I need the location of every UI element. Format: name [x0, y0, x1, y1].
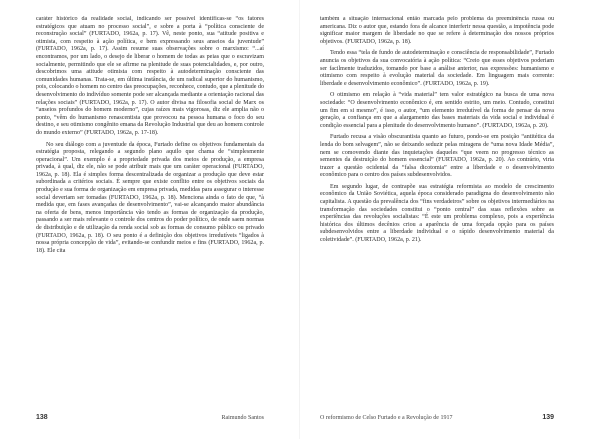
- right-running-head: O reformismo de Celso Furtado e a Revolução de 1917: [320, 415, 453, 421]
- right-paragraph-4: Furtado recusa a visão obscurantista quanto ao futuro, pondo-se em posição “antitética da lenda do bom selvagem”, não se deixando seduzir pelas miragens de “uma nova Idade Média”, nem se comovendo diante das inquietações daqueles “que veem no progresso técnico as sementes da destruição do homem essencial” (FURTADO, 1962a, p. 20). Ao contrário, viria trazer a questão ocidental da “falsa dicotomia” entre a liberdade e o desenvolvimento econômico para o centro dos países subdesenvolvidos.: [320, 134, 554, 179]
- left-paragraph-1: caráter histórico da realidade social, indicando ser possível identificas-se “os fatores estratégicos que atuam no processo social”, e sobre a porta à “política consciente de reconstrução social” (FURTADO, 1962a, p. 17). Vê, neste ponto, sua “atitude positiva e otimista, com respeito à ação política, e bem expressando seus anseios da juventude” (FURTADO, 1962a, p. 17). Assim resume suas observações sobre o marxismo: “...aí encontramos, por um lado, o desejo de liberar o homem de todas as peias que o escravizam socialmente, permitindo que ele se afirme na plenitude de suas potencialidades, e, por outro, descobrimos uma atitude otimista com respeito à autodeterminação consciente das comunidades humanas. Trata-se, em última instância, de um radical superior do humanismo, pois, colocando o homem no centro das preocupações, reconhece, contudo, que a plenitude do desenvolvimento do indivíduo somente pode ser alcançada mediante a orientação racional das relações sociais” (FURTADO, 1962a, p. 17). O autor divisa na filosofia social de Marx os “anseios profundos do homem moderno”, cujas raízes mais vigorosas, diz ele amplia não o ponto, “vêm do humanismo renascentista que provocou na pessoa humana o foco do seu destino, e seu otimismo congênito emana da Revolução Industrial que deu ao homem controle do mundo externo” (FURTADO, 1962a, p. 17-18).: [36, 16, 264, 136]
- right-page-footer: [320, 413, 554, 423]
- right-page-text-column: [320, 16, 554, 408]
- right-page-number: 139: [542, 414, 554, 421]
- right-paragraph-2: Tendo essa “tela de fundo de autodeterminação e consciência de responsabilidade”, Furtado anuncia os objetivos da sua convocatória à ação política: “Creio que esses objetivos poderiam ser facilmente traduzidos, tomando por base a análise anterior, nas expressões: humanismo e otimismo com respeito à evolução material da sociedade. Em linguagem mais corrente: liberdade e desenvolvimento econômico”. (FURTADO, 1962a, p. 19).: [320, 50, 554, 87]
- right-paragraph-3: O otimismo em relação à “vida material” tem valor estratégico na busca de uma nova sociedade: “O desenvolvimento econômico é, em sentido estrito, um meio. Contudo, constitui um fim em si mesmo”, é isso, o autor, “um elemento irredutível da forma de pensar da nova geração, a confiança em que a alargamento das bases materiais da vida social e individual é condição essencial para a plenitude do desenvolvimento humano”. (FURTADO, 1962a, p. 20).: [320, 92, 554, 129]
- left-paragraph-2: No seu diálogo com a juventude da época, Furtado define os objetivos fundamentais da estratégia proposta, relegando a segundo plano aquilo que chama de “simplesmente operacional”. Um exemplo é a propriedade privada dos meios de produção, a empresa privada, à qual, diz ele, não se pode atribuir mais que um caráter operacional (FURTADO, 1962a, p. 18). Ela é simples forma descentralizada de organizar a produção que deve estar subordinada a critérios sociais. É sempre que existe conflito entre os objetivos sociais da produção e sua forma de organização em empresa privada, medidas para assegurar o interesse social deveriam ser tomadas (FURTADO, 1962a, p. 18). Menciona ainda o fato de que, “à medida que, em fases avançadas de desenvolvimento”, vai-se alcançando maior abundância na oferta de bens, menos importância vão tendo as formas de organização da produção, passando a ser mais relevante o controle dos centros do poder político, de onde saem normas de distribuição e de utilização da renda social sob as formas de consumo público ou privado (FURTADO, 1962a, p. 18). O seu ponto é a definição dos objetivos irredutíveis “ligados à nossa própria concepção de vida”, evitando-se confundir meios e fins (FURTADO, 1962a, p. 18). Ele cita: [36, 141, 264, 254]
- left-running-head: Raimundo Santos: [221, 415, 264, 421]
- right-paragraph-5: Em segundo lugar, de contrapõe sua estratégia reformista ao modelo de crescimento econômico da União Soviética, aquela época considerado paradigma do desenvolvimento não capitalista. A questão da prevalência dos “fins verdadeiros” sobre os objetivos intermediários na transformação das sociedades constitui o “ponto central” das suas reflexões sobre as experiências das revoluções socialistas: “É este um problema complexo, pois a experiência histórica dos últimos decênios criou a aparência de uma forçada opção para os países subdesenvolvidos entre a liberdade individual e o rápido desenvolvimento material da coletividade”. (FURTADO, 1962a, p. 21).: [320, 183, 554, 244]
- left-page-number: 138: [36, 414, 48, 421]
- right-paragraph-1: também a situação internacional então marcada pelo problema da preeminência russa ou americana. Diz o autor que, estando fora de alcance interferir nessa questão, a impotência pode significar maior margem de liberdade no que se refere à determinação dos nossos próprios objetivos. (FURTADO, 1962a, p. 18).: [320, 16, 554, 45]
- left-page-footer: [36, 413, 264, 423]
- left-page-text-column: [36, 16, 264, 408]
- right-page: [300, 0, 600, 439]
